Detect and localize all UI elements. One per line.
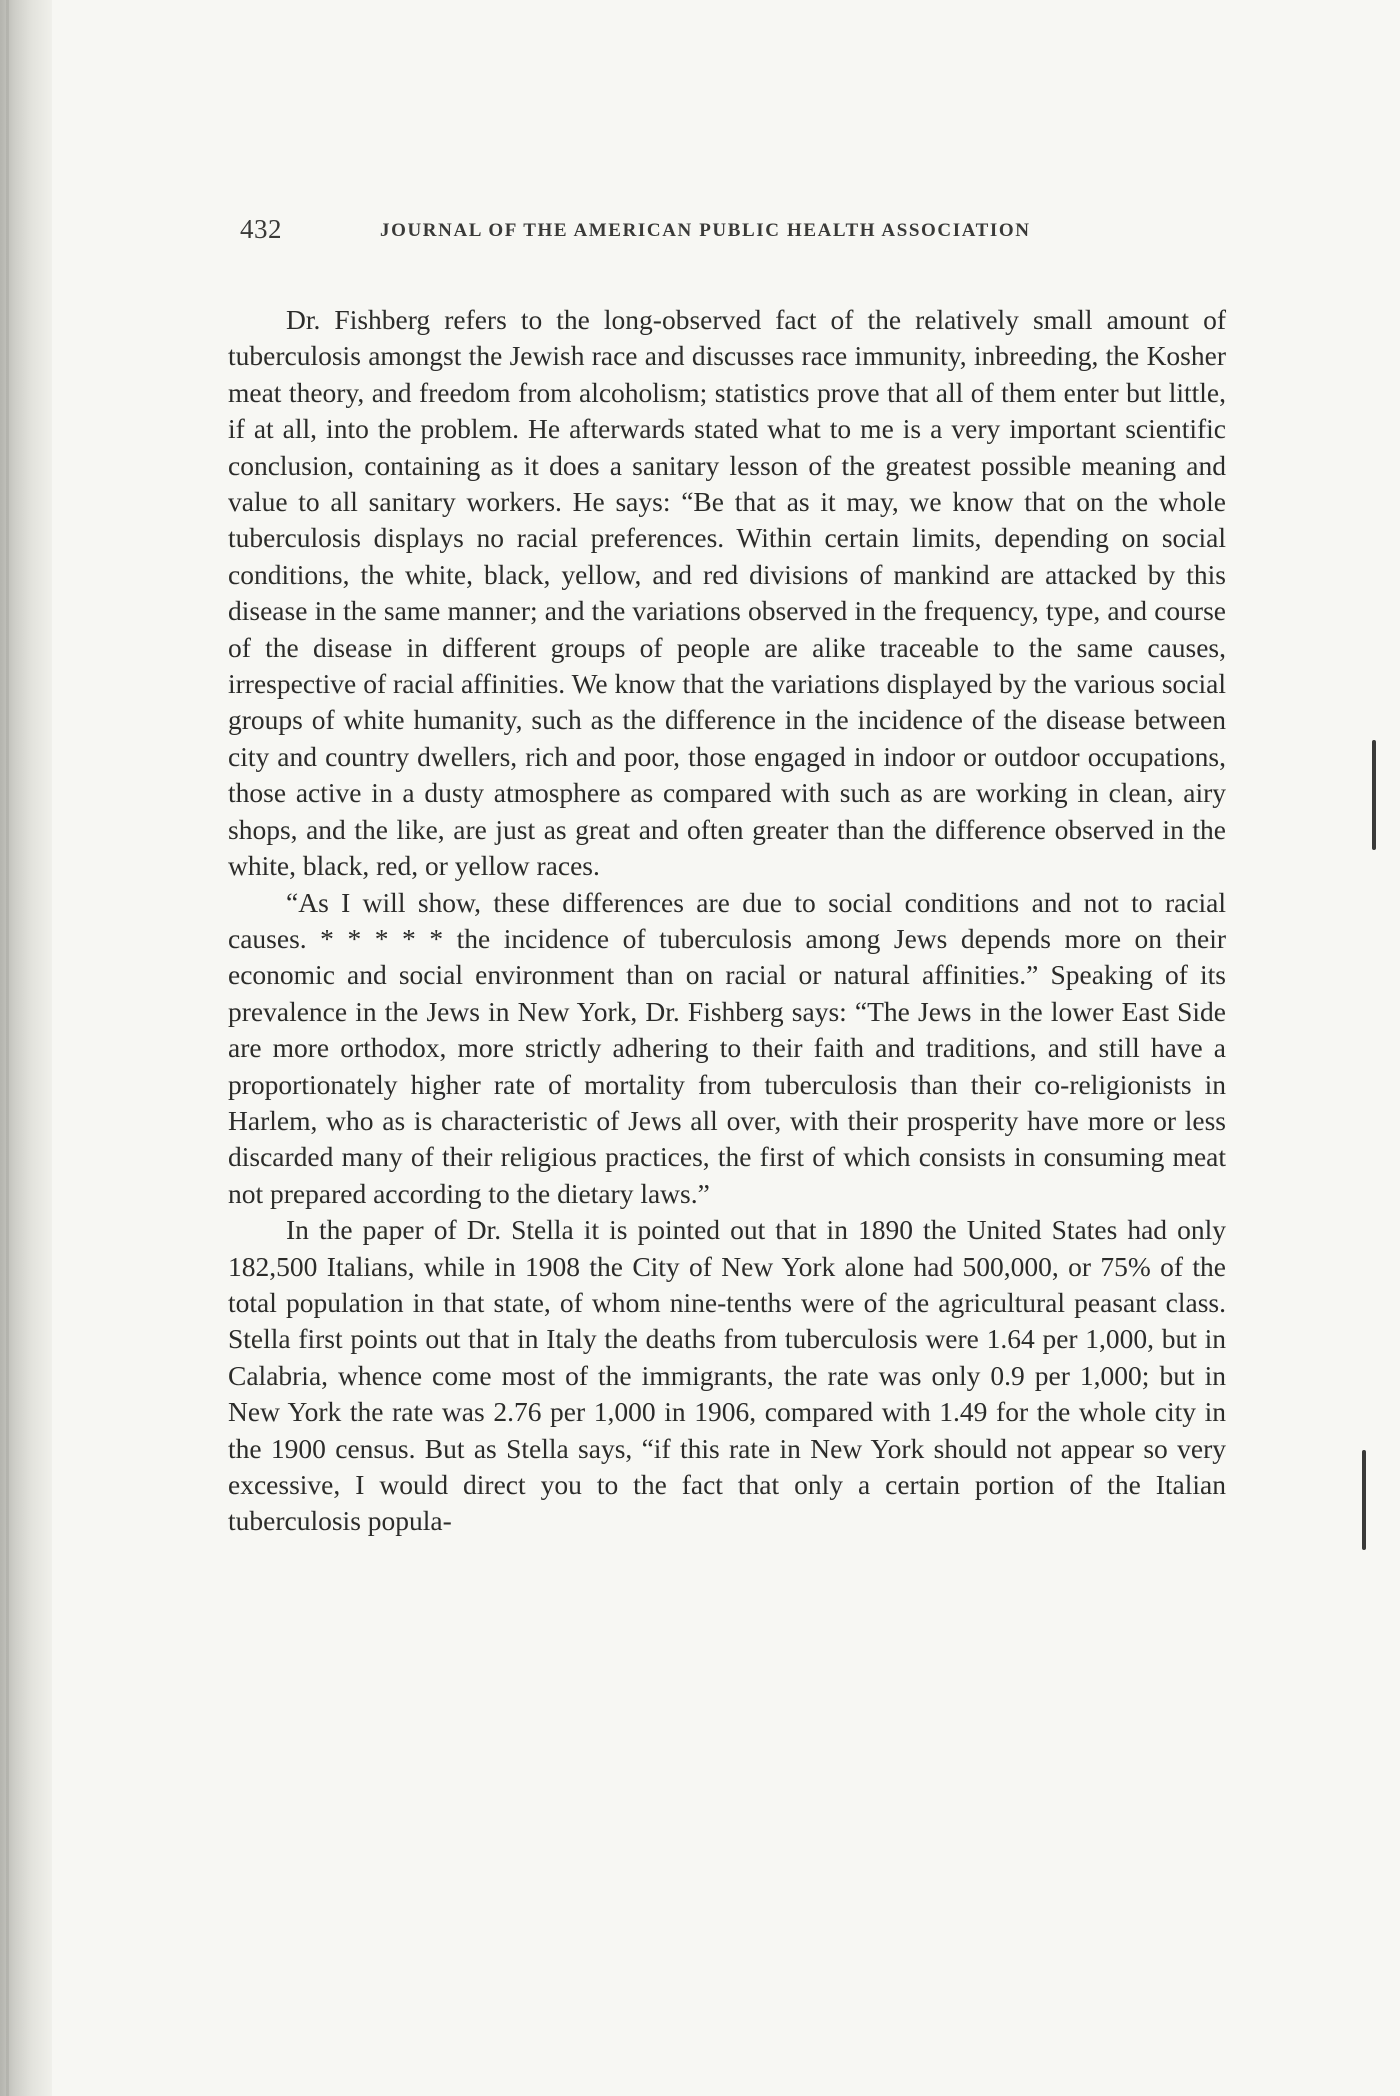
paragraph: Dr. Fishberg refers to the long-observed fact of the relatively small amount of tuberculosis amongst the Jewish race and discusses race immunity, inbreeding, the Kosher meat theory, and freedom from alcoholism; statistics prove that all of them enter but little, if at all, into the problem. He afterwards stated what to me is a very important scientific conclusion, containing as it does a sanitary lesson of the greatest possible meaning and value to all sanitary workers. He says: “Be that as it may, we know that on the whole tuberculosis displays no racial preferences. Within certain limits, depending on social conditions, the white, black, yellow, and red divisions of mankind are attacked by this disease in the same manner; and the variations observed in the frequency, type, and course of the disease in different groups of people are alike traceable to the same causes, irrespective of racial affinities. We know that the variations displayed by the various social groups of white humanity, such as the difference in the incidence of the disease between city and country dwellers, rich and poor, those engaged in indoor or outdoor occupations, those active in a dusty atmosphere as compared with such as are working in clean, airy shops, and the like, are just as great and often greater than the difference observed in the white, black, red, or yellow races. [228,304,1226,882]
article-body [228,302,1226,1540]
journal-page [52,0,1400,2096]
page-number: 432 [240,214,282,244]
paragraph: In the paper of Dr. Stella it is pointed out that in 1890 the United States had only 182,500 Italians, while in 1908 the City of New York alone had 500,000, or 75% of the total population in that state, of whom nine-tenths were of the agricultural peasant class. Stella first points out that in Italy the deaths from tuberculosis were 1.64 per 1,000, but in Calabria, whence come most of the immigrants, the rate was only 0.9 per 1,000; but in New York the rate was 2.76 per 1,000 in 1906, compared with 1.49 for the whole city in the 1900 census. But as Stella says, “if this rate in New York should not appear so very excessive, I would direct you to the fact that only a certain portion of the Italian tuberculosis popula- [228,1214,1226,1537]
book-binding-edge [0,0,52,2096]
page-header [240,214,1140,254]
margin-mark [1372,740,1376,850]
paragraph: “As I will show, these differences are due to social conditions and not to racial causes. * * * * * the incidence of tuberculosis among Jews depends more on their economic and social environment than on racial or natural affinities.” Speaking of its prevalence in the Jews in New York, Dr. Fishberg says: “The Jews in the lower East Side are more orthodox, more strictly adhering to their faith and traditions, and still have a proportionately higher rate of mortality from tuberculosis than their co-religionists in Harlem, who as is characteristic of Jews all over, with their prosperity have more or less discarded many of their religious practices, the first of which consists in consuming meat not prepared according to the dietary laws.” [228,886,1226,1209]
running-title: JOURNAL OF THE AMERICAN PUBLIC HEALTH ASSOCIATION [380,220,1031,241]
margin-mark [1362,1450,1366,1550]
